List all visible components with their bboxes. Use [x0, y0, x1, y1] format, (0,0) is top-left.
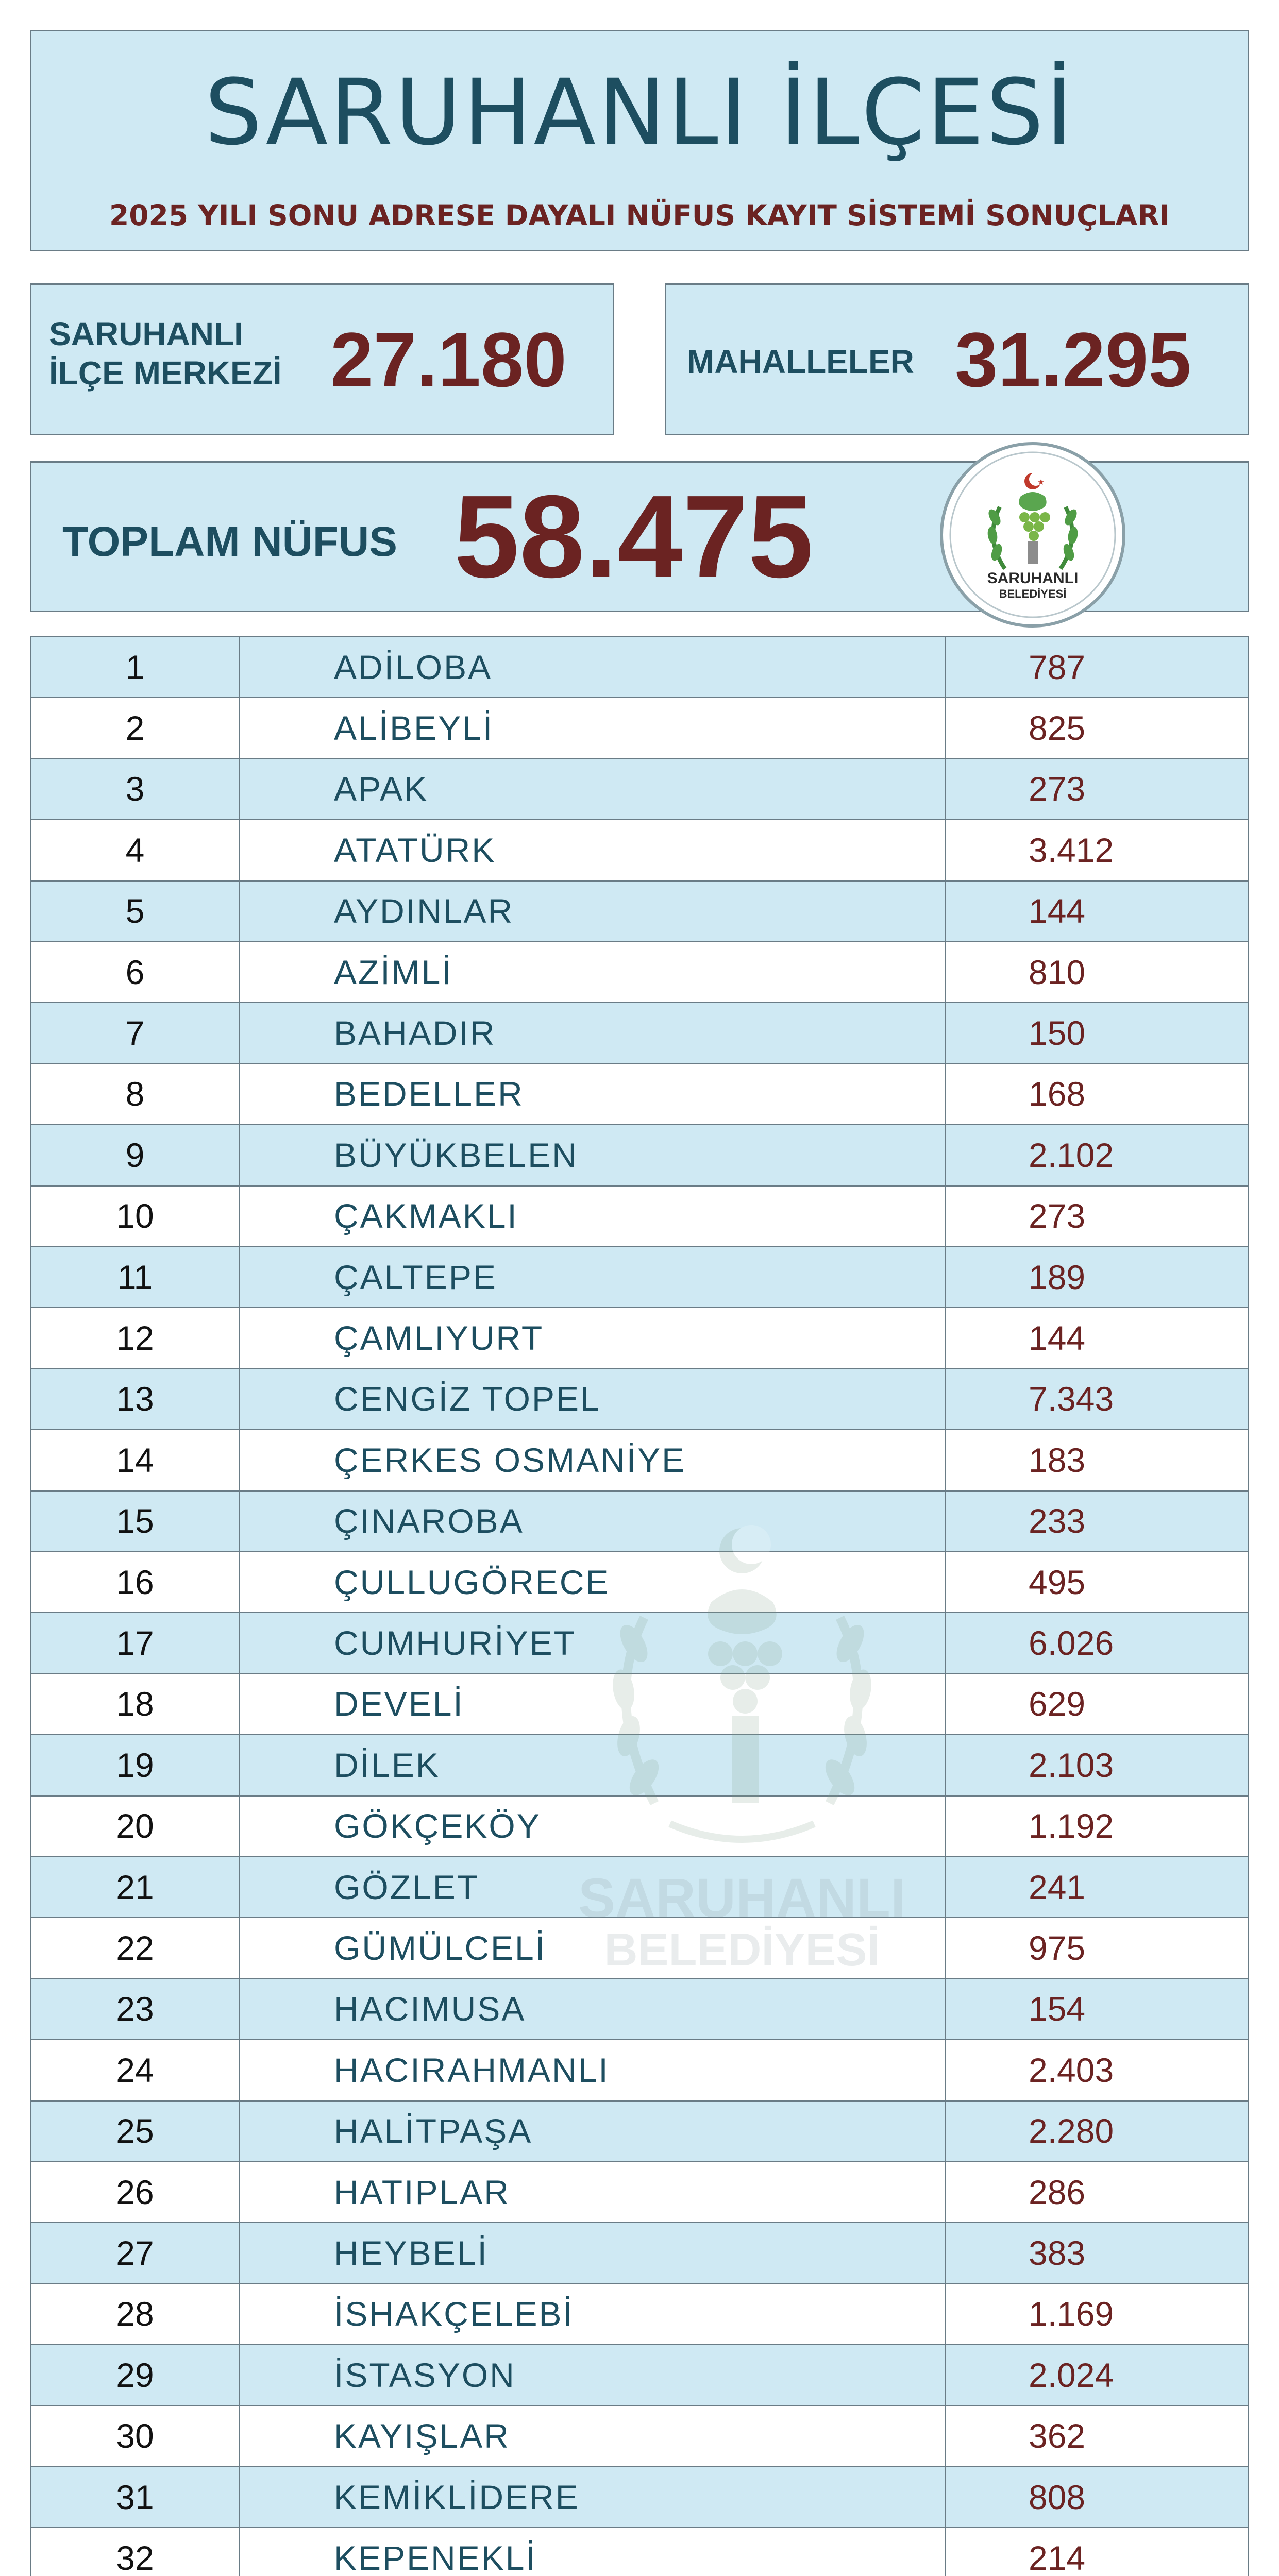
population-value: 154 [945, 1979, 1248, 2039]
population-value: 7.343 [945, 1369, 1248, 1429]
row-number: 22 [116, 1929, 154, 1968]
population-value: 825 [945, 698, 1248, 757]
neighborhood-name: İSTASYON [239, 2345, 945, 2404]
district-center-label-line2: İLÇE MERKEZİ [49, 354, 282, 392]
row-number: 14 [116, 1440, 154, 1479]
row-number: 4 [125, 831, 145, 869]
row-number: 27 [116, 2234, 154, 2273]
seal-name: SARUHANLI [987, 570, 1079, 587]
population-value: 495 [945, 1552, 1248, 1612]
neighborhood-name: GÜMÜLCELİ [239, 1918, 945, 1977]
table-row [31, 2162, 1248, 2223]
table-row [31, 1064, 1248, 1125]
population-value: 144 [945, 882, 1248, 941]
neighborhood-name: HATIPLAR [239, 2162, 945, 2222]
row-number: 13 [116, 1380, 154, 1418]
row-number: 32 [116, 2539, 154, 2576]
row-number: 5 [125, 892, 145, 930]
table-row [31, 1674, 1248, 1735]
table-row [31, 2284, 1248, 2345]
table-row [31, 820, 1248, 881]
population-value: 1.192 [945, 1797, 1248, 1856]
neighborhood-name: İSHAKÇELEBİ [239, 2284, 945, 2344]
population-value: 183 [945, 1430, 1248, 1489]
row-number: 24 [116, 2050, 154, 2089]
row-number: 26 [116, 2173, 154, 2211]
municipality-seal-logo [940, 442, 1125, 628]
neighborhood-name: DEVELİ [239, 1674, 945, 1734]
table-row [31, 1247, 1248, 1308]
table-row [31, 2223, 1248, 2284]
table-row [31, 942, 1248, 1003]
table-row [31, 1492, 1248, 1552]
row-number: 9 [125, 1136, 145, 1174]
district-center-stat [30, 283, 614, 435]
table-row [31, 1003, 1248, 1064]
table-row [31, 1430, 1248, 1491]
population-value: 975 [945, 1918, 1248, 1977]
table-row [31, 2467, 1248, 2528]
page-subtitle: 2025 YILI SONU ADRESE DAYALI NÜFUS KAYIT SİSTEMİ SONUÇLARI [109, 199, 1170, 232]
neighborhood-name: ATATÜRK [239, 820, 945, 879]
table-row [31, 1369, 1248, 1430]
neighborhoods-value: 31.295 [955, 316, 1191, 403]
population-value: 150 [945, 1003, 1248, 1062]
population-value: 286 [945, 2162, 1248, 2222]
row-number: 31 [116, 2478, 154, 2516]
neighborhoods-label: MAHALLELER [687, 343, 914, 380]
neighborhoods-stat [665, 283, 1249, 435]
neighborhood-name: ÇAKMAKLI [239, 1187, 945, 1246]
table-row [31, 1857, 1248, 1918]
row-number: 21 [116, 1868, 154, 1906]
row-number: 15 [116, 1502, 154, 1540]
row-number: 19 [116, 1745, 154, 1784]
table-row [31, 1979, 1248, 2040]
population-value: 2.280 [945, 2102, 1248, 2161]
table-row [31, 759, 1248, 820]
population-value: 629 [945, 1674, 1248, 1734]
neighborhood-name: HACIRAHMANLI [239, 2040, 945, 2099]
row-number: 8 [125, 1075, 145, 1113]
population-value: 808 [945, 2467, 1248, 2527]
row-number: 7 [125, 1014, 145, 1053]
district-center-value: 27.180 [330, 316, 567, 403]
population-value: 214 [945, 2528, 1248, 2576]
total-population-value: 58.475 [454, 471, 814, 602]
population-value: 383 [945, 2223, 1248, 2282]
row-number: 12 [116, 1319, 154, 1358]
neighborhood-name: GÖZLET [239, 1857, 945, 1917]
population-value: 362 [945, 2406, 1248, 2466]
population-table [30, 636, 1249, 2576]
population-value: 144 [945, 1308, 1248, 1367]
table-row [31, 1918, 1248, 1979]
neighborhood-name: BEDELLER [239, 1064, 945, 1124]
table-row [31, 1735, 1248, 1796]
population-value: 241 [945, 1857, 1248, 1917]
neighborhood-name: KAYIŞLAR [239, 2406, 945, 2466]
neighborhood-name: HEYBELİ [239, 2223, 945, 2282]
neighborhood-name: ÇERKES OSMANİYE [239, 1430, 945, 1489]
table-row [31, 698, 1248, 759]
population-value: 273 [945, 1187, 1248, 1246]
population-value: 6.026 [945, 1613, 1248, 1672]
neighborhood-name: KEMİKLİDERE [239, 2467, 945, 2527]
row-number: 25 [116, 2112, 154, 2150]
neighborhood-name: ÇINAROBA [239, 1492, 945, 1551]
table-row [31, 1125, 1248, 1186]
row-number: 18 [116, 1685, 154, 1723]
neighborhood-name: AZİMLİ [239, 942, 945, 1002]
population-value: 233 [945, 1492, 1248, 1551]
neighborhood-name: HALİTPAŞA [239, 2102, 945, 2161]
neighborhood-name: ALİBEYLİ [239, 698, 945, 757]
table-row [31, 1797, 1248, 1857]
population-value: 787 [945, 637, 1248, 697]
row-number: 17 [116, 1624, 154, 1663]
population-value: 810 [945, 942, 1248, 1002]
table-row [31, 2345, 1248, 2406]
row-number: 20 [116, 1807, 154, 1845]
row-number: 23 [116, 1990, 154, 2028]
table-row [31, 2528, 1248, 2576]
row-number: 11 [117, 1258, 153, 1296]
row-number: 10 [116, 1197, 154, 1235]
neighborhood-name: DİLEK [239, 1735, 945, 1794]
population-value: 3.412 [945, 820, 1248, 879]
row-number: 3 [125, 770, 145, 808]
row-number: 30 [116, 2417, 154, 2455]
table-row [31, 2040, 1248, 2101]
population-value: 1.169 [945, 2284, 1248, 2344]
district-center-label [49, 315, 282, 393]
row-number: 6 [125, 953, 145, 991]
table-row [31, 1552, 1248, 1613]
population-value: 2.103 [945, 1735, 1248, 1794]
neighborhood-name: ADİLOBA [239, 637, 945, 697]
table-row [31, 1308, 1248, 1369]
neighborhood-name: BÜYÜKBELEN [239, 1125, 945, 1184]
table-row [31, 1613, 1248, 1674]
neighborhood-name: KEPENEKLİ [239, 2528, 945, 2576]
population-value: 189 [945, 1247, 1248, 1307]
row-number: 1 [125, 648, 145, 686]
neighborhood-name: BAHADIR [239, 1003, 945, 1062]
neighborhood-name: AYDINLAR [239, 882, 945, 941]
population-value: 273 [945, 759, 1248, 819]
table-row [31, 2102, 1248, 2162]
title-banner [30, 30, 1249, 251]
row-number: 16 [116, 1563, 154, 1601]
table-row [31, 882, 1248, 942]
seal-subtitle: BELEDİYESİ [999, 587, 1067, 600]
district-center-label-line1: SARUHANLI [49, 315, 243, 352]
population-value: 168 [945, 1064, 1248, 1124]
neighborhood-name: ÇALTEPE [239, 1247, 945, 1307]
page-title: SARUHANLI İLÇESİ [204, 60, 1075, 165]
neighborhood-name: CUMHURİYET [239, 1613, 945, 1672]
table-row [31, 1187, 1248, 1247]
neighborhood-name: GÖKÇEKÖY [239, 1797, 945, 1856]
row-number: 28 [116, 2295, 154, 2333]
neighborhood-name: HACIMUSA [239, 1979, 945, 2039]
row-number: 2 [125, 709, 145, 748]
population-value: 2.024 [945, 2345, 1248, 2404]
neighborhood-name: CENGİZ TOPEL [239, 1369, 945, 1429]
neighborhood-name: ÇAMLIYURT [239, 1308, 945, 1367]
table-row [31, 637, 1248, 698]
population-value: 2.403 [945, 2040, 1248, 2099]
row-number: 29 [116, 2355, 154, 2394]
neighborhood-name: ÇULLUGÖRECE [239, 1552, 945, 1612]
neighborhood-name: APAK [239, 759, 945, 819]
population-value: 2.102 [945, 1125, 1248, 1184]
total-population-label: TOPLAM NÜFUS [62, 518, 397, 565]
table-row [31, 2406, 1248, 2467]
